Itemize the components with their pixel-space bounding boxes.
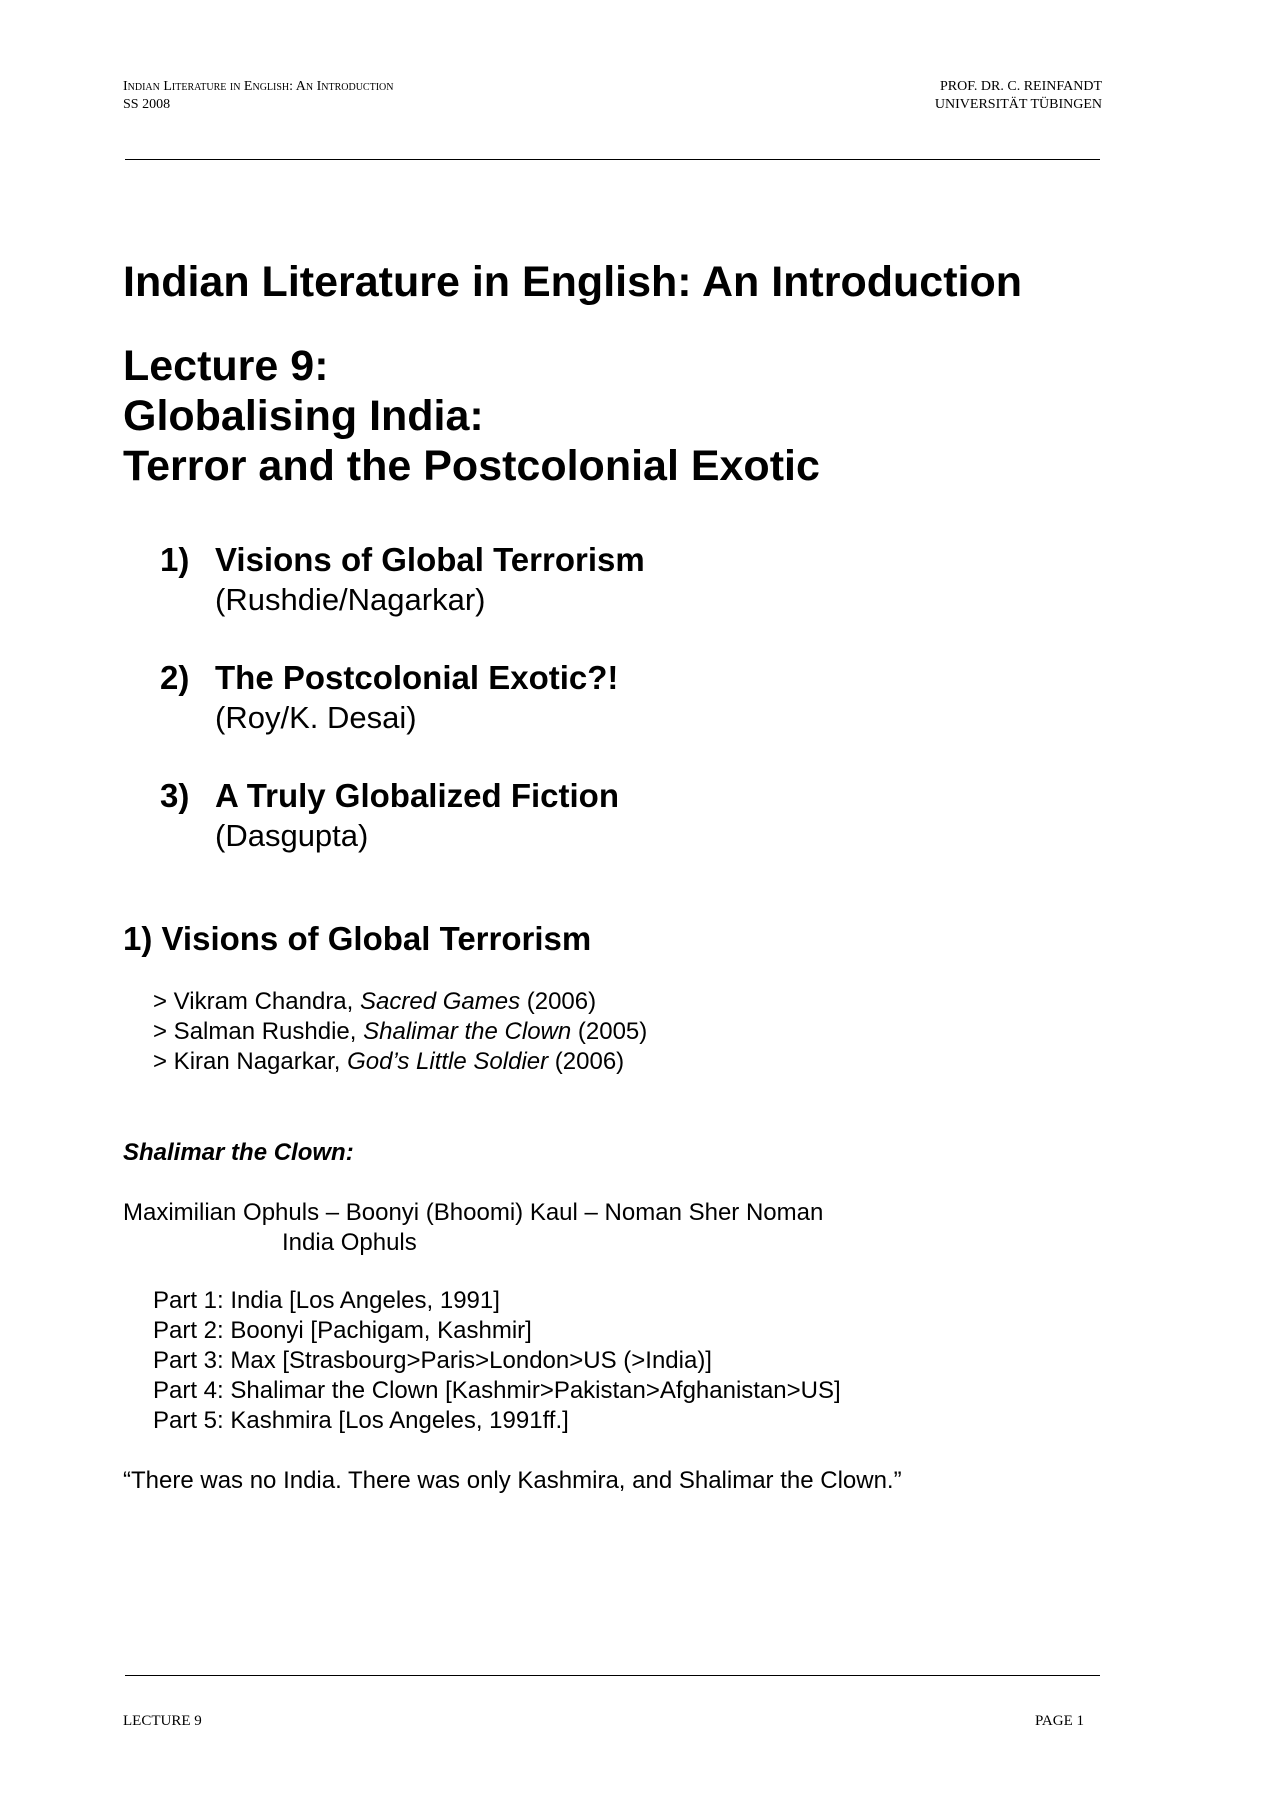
work-item xyxy=(153,987,647,1017)
outline-item-number: 2) xyxy=(160,659,190,696)
header-course-title: Indian Literature in English: An Introduction xyxy=(123,79,394,94)
work-author: > Vikram Chandra, xyxy=(153,988,360,1015)
work-author: > Kiran Nagarkar, xyxy=(153,1048,348,1075)
outline-item-authors: (Rushdie/Nagarkar) xyxy=(215,582,486,617)
novel-quote: “There was no India. There was only Kashmira, and Shalimar the Clown.” xyxy=(123,1467,902,1494)
header-university: UNIVERSITÄT TÜBINGEN xyxy=(934,97,1102,112)
outline-item-authors: (Dasgupta) xyxy=(215,818,369,853)
character-chain: Maximilian Ophuls – Boonyi (Bhoomi) Kaul – Noman Sher Noman xyxy=(123,1199,824,1226)
part-item: Part 1: India [Los Angeles, 1991] xyxy=(153,1287,500,1314)
footer-page-number: PAGE 1 xyxy=(1034,1713,1084,1729)
footer-lecture-label: LECTURE 9 xyxy=(123,1713,202,1729)
work-title: Shalimar the Clown xyxy=(363,1018,572,1045)
header-professor: PROF. DR. C. REINFANDT xyxy=(940,79,1102,94)
outline-item xyxy=(160,658,645,738)
outline-item-number: 1) xyxy=(160,541,190,578)
section-heading: 1) Visions of Global Terrorism xyxy=(123,920,592,957)
work-year: (2005) xyxy=(571,1018,648,1045)
novel-parts-list xyxy=(153,1286,841,1436)
running-header-right xyxy=(935,78,1102,114)
lecture-subtopic: Terror and the Postcolonial Exotic xyxy=(123,442,820,490)
outline-item-number: 3) xyxy=(160,777,190,814)
work-year: (2006) xyxy=(520,988,597,1015)
work-year: (2006) xyxy=(548,1048,625,1075)
work-title: God’s Little Soldier xyxy=(347,1048,549,1075)
lecture-title xyxy=(123,341,820,491)
header-semester: SS 2008 xyxy=(123,97,171,112)
character-child: India Ophuls xyxy=(282,1229,417,1256)
outline-item-title: The Postcolonial Exotic?! xyxy=(215,659,619,696)
part-item: Part 2: Boonyi [Pachigam, Kashmir] xyxy=(153,1317,532,1344)
work-title: Sacred Games xyxy=(360,988,521,1015)
novel-subheading: Shalimar the Clown: xyxy=(123,1139,354,1166)
work-item xyxy=(153,1017,647,1047)
works-list xyxy=(153,987,647,1077)
outline-list xyxy=(160,540,645,894)
outline-item xyxy=(160,776,645,856)
outline-item-authors: (Roy/K. Desai) xyxy=(215,700,417,735)
running-header-left xyxy=(123,78,393,114)
lecture-topic: Globalising India: xyxy=(123,392,484,440)
lecture-number: Lecture 9: xyxy=(123,342,329,390)
outline-item xyxy=(160,540,645,620)
character-relations xyxy=(123,1198,823,1258)
part-item: Part 4: Shalimar the Clown [Kashmir>Pakistan>Afghanistan>US] xyxy=(153,1377,841,1404)
header-rule xyxy=(125,159,1100,160)
work-author: > Salman Rushdie, xyxy=(153,1018,364,1045)
part-item: Part 3: Max [Strasbourg>Paris>London>US (>India)] xyxy=(153,1347,712,1374)
part-item: Part 5: Kashmira [Los Angeles, 1991ff.] xyxy=(153,1407,569,1434)
work-item xyxy=(153,1047,647,1077)
outline-item-title: A Truly Globalized Fiction xyxy=(215,777,619,814)
document-title: Indian Literature in English: An Introduction xyxy=(123,258,1022,306)
outline-item-title: Visions of Global Terrorism xyxy=(215,541,645,578)
footer-rule xyxy=(125,1675,1100,1676)
